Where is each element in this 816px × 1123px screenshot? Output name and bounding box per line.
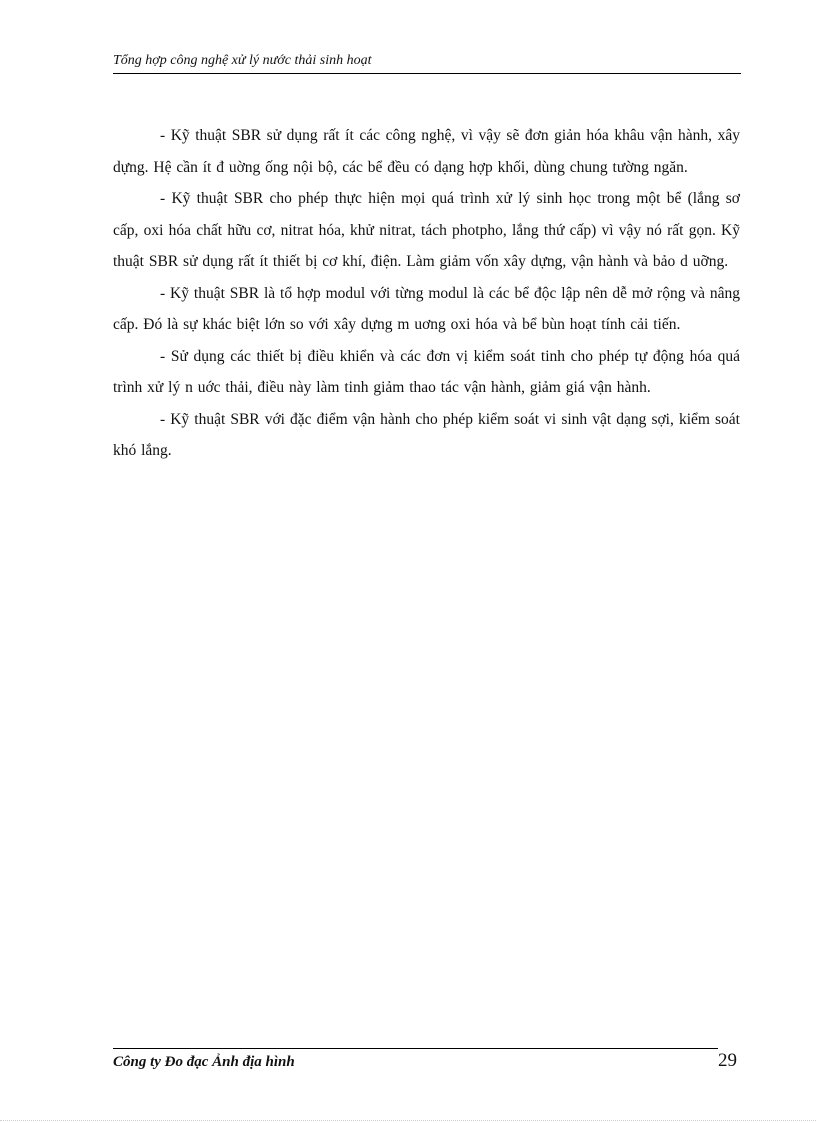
paragraph: - Kỹ thuật SBR với đặc điểm vận hành cho phép kiểm soát vi sinh vật dạng sợi, kiểm soát khó lắng. bbox=[113, 410, 740, 459]
paragraph: - Sử dụng các thiết bị điều khiển và các đơn vị kiểm soát tinh cho phép tự động hóa quá trình xử lý n uớc thải, điều này làm tinh giảm thao tác vận hành, giảm giá vận hành. bbox=[113, 347, 740, 396]
header-title: Tổng hợp công nghệ xử lý nước thải sinh hoạt bbox=[113, 53, 372, 68]
body-text bbox=[113, 120, 740, 467]
running-header bbox=[113, 51, 741, 74]
paragraph: - Kỹ thuật SBR cho phép thực hiện mọi quá trình xử lý sinh học trong một bể (lắng sơ cấp, oxi hóa chất hữu cơ, nitrat hóa, khử nitrat, tách photpho, lắng thứ cấp) vì vậy nó rất gọn. Kỹ thuật SBR sử dụng rất ít thiết bị cơ khí, điện. Làm giảm vốn xây dựng, vận hành và bảo d uỡng. bbox=[113, 190, 740, 270]
paragraph: - Kỹ thuật SBR sử dụng rất ít các công nghệ, vì vậy sẽ đơn giản hóa khâu vận hành, xây dựng. Hệ cần ít đ uờng ống nội bộ, các bể đều có dạng hợp khối, dùng chung tường ngăn. bbox=[113, 127, 740, 176]
footer-company: Công ty Đo đạc Ảnh địa hình bbox=[113, 1054, 295, 1070]
page-edge-divider bbox=[0, 1120, 816, 1121]
page-number: 29 bbox=[718, 1050, 737, 1071]
paragraph: - Kỹ thuật SBR là tổ hợp modul với từng modul là các bể độc lập nên dễ mở rộng và nâng cấp. Đó là sự khác biệt lớn so với xây dựng m uơng oxi hóa và bể bùn hoạt tính cải tiến. bbox=[113, 284, 740, 333]
footer-divider bbox=[113, 1048, 718, 1049]
